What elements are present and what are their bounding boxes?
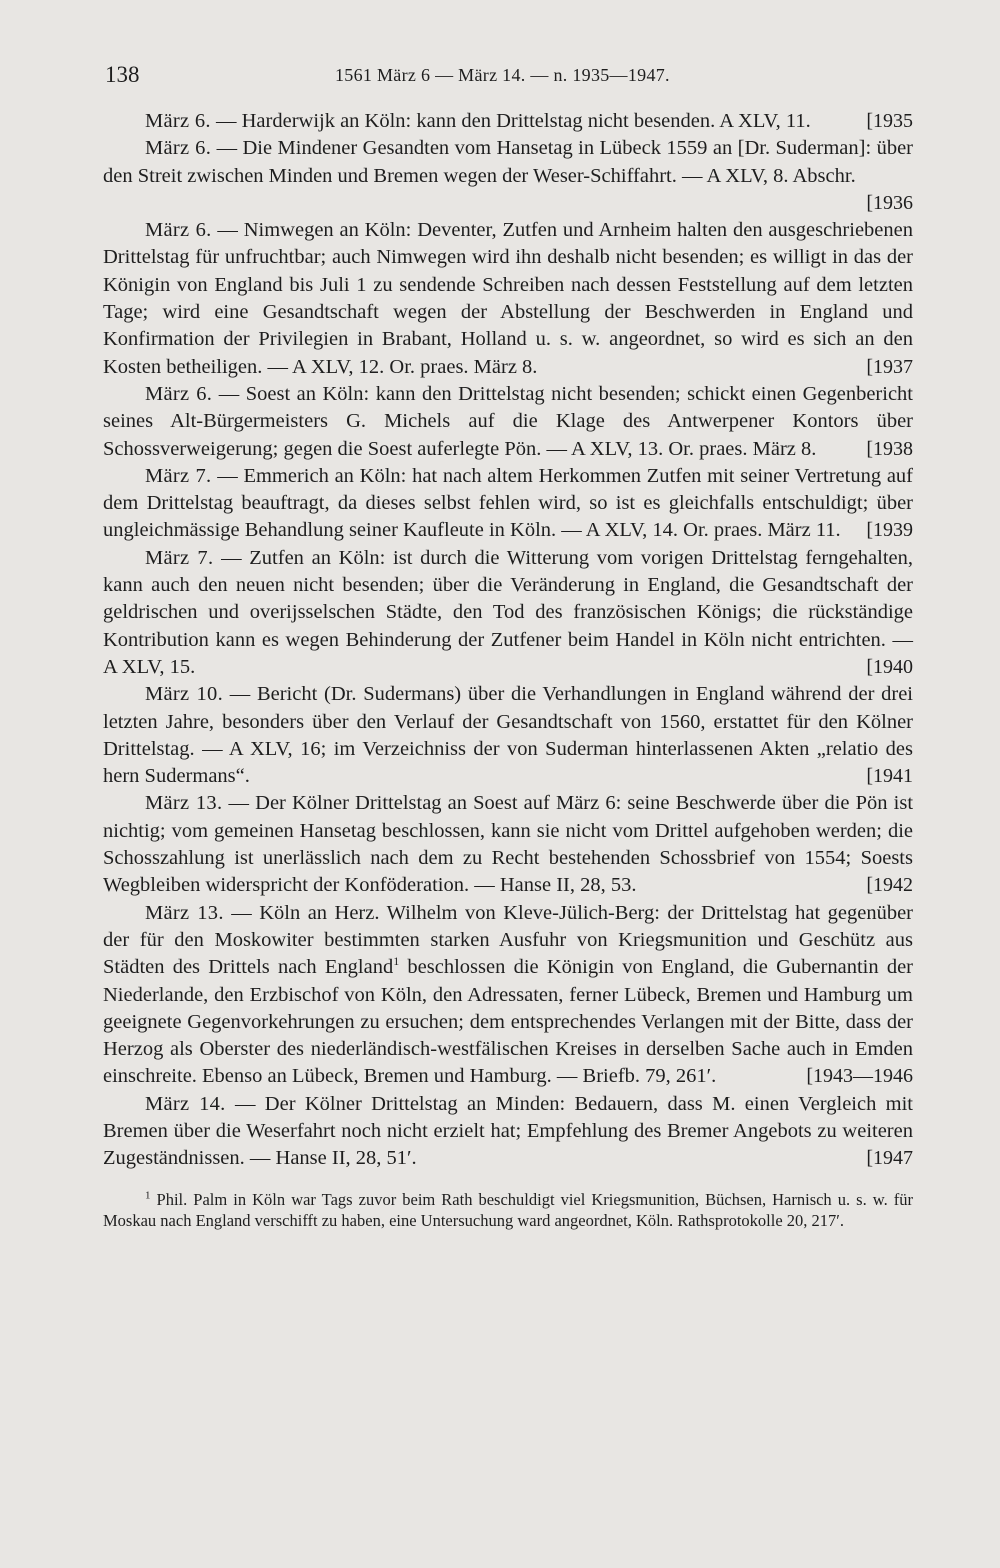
- entry-text: — Köln an Herz. Wilhelm von Kleve-Jülich-Berg: der Drittelstag hat gegenüber der für den Moskowiter bestimmten starken Ausfuhr von Kriegsmunition und Geschütz aus Städten des Drittels nach England: [103, 901, 913, 979]
- entry-1939: [103, 463, 913, 545]
- entry-1947: [103, 1091, 913, 1173]
- entry-number: [1947: [866, 1147, 913, 1170]
- entry-1935: [103, 108, 913, 135]
- entry-number: [1936: [866, 191, 913, 214]
- footnote-body: Phil. Palm in Köln war Tags zuvor beim Rath beschuldigt viel Kriegsmunition, Büchsen, Harnisch u. s. w. für Moskau nach England verschifft zu haben, eine Untersuchung ward angeordnet, Köln. Rathsprotokolle 20, 217′.: [103, 1189, 913, 1231]
- entry-text: — Der Kölner Drittelstag an Minden: Bedauern, dass M. einen Vergleich mit Bremen über die Weserfahrt noch nicht erzielt hat; Empfehlung des Bremer Angebots zu weiteren Zugeständnissen. — Hanse II, 28, 51′.: [103, 1092, 914, 1170]
- entry-text-continued: beschlossen die Königin von England, die Gubernantin der Niederlande, den Erzbischof von Köln, den Adressaten, ferner Lübeck, Bremen und Hamburg um geeignete Gegenvorkehrungen zu ersuchen; dem entsprechendes Verlangen mit der Bitte, dass der Herzog als Oberster des niederländisch-westfälischen Kreises in derselben Sache auch in Emden einschreite. Ebenso an Lübeck, Bremen und Hamburg. — Briefb. 79, 261′.: [103, 956, 913, 1088]
- footnote-mark: 1: [145, 1189, 151, 1202]
- entry-text: — Zutfen an Köln: ist durch die Witterung vom vorigen Drittelstag ferngehalten, kann auch den neuen nicht besenden; über die Veränderung in England, die Gesandtschaft der geldrischen und overijsselschen Städte, den Tod des französischen Königs; die rückständige Kontribution kann es wegen Behinderung der Zutfener beim Handel in Köln nicht entrichten. — A XLV, 15.: [103, 546, 913, 678]
- entry-text: — Emmerich an Köln: hat nach altem Herkommen Zutfen mit seiner Vertretung auf dem Drittelstag beauftragt, da dieses selbst fehlen wird, so ist es gleichfalls entschuldigt; über ungleichmässige Behandlung seiner Kaufleute in Köln. — A XLV, 14. Or. praes. März 11.: [103, 464, 913, 542]
- entry-1938: [103, 381, 913, 463]
- footnote-text: [103, 1189, 913, 1232]
- entry-date: März 14.: [145, 1092, 226, 1115]
- entry-text: — Nimwegen an Köln: Deventer, Zutfen und Arnheim halten den ausgeschriebenen Drittelstag für unfruchtbar; auch Nimwegen wird ihn deshalb nicht besenden; es willigt in das der Königin von England bis Juli 1 zu sendende Schreiben nach dessen Feststellung auf dem letzten Tage; wird eine Gesandtschaft wegen der Abstellung der Beschwerden in England und Konfirmation der Privilegien in Brabant, Holland u. s. w. angeordnet, so wird es sich an den Kosten betheiligen. — A XLV, 12. Or. praes. März 8.: [103, 219, 913, 378]
- entry-1943-1946: [103, 900, 913, 1091]
- entry-date: März 7.: [145, 464, 212, 487]
- entry-1936: [103, 135, 913, 217]
- entry-date: März 6.: [145, 219, 212, 242]
- entry-list: [103, 108, 913, 1173]
- entry-text: — Die Mindener Gesandten vom Hansetag in Lübeck 1559 an [Dr. Suderman]: über den Streit zwischen Minden und Bremen wegen der Weser-Schiffahrt. — A XLV, 8. Abschr.: [103, 137, 913, 187]
- entry-date: März 13.: [145, 792, 223, 815]
- entry-text: — Harderwijk an Köln: kann den Drittelstag nicht besenden. A XLV, 11.: [210, 110, 811, 132]
- entry-number: [1942: [866, 874, 913, 897]
- entry-number: [1937: [866, 355, 913, 378]
- entry-date: März 7.: [145, 546, 214, 569]
- entry-date: März 6.: [145, 382, 213, 405]
- entry-text: — Soest an Köln: kann den Drittelstag nicht besenden; schickt einen Gegenbericht seines Alt-Bürgermeisters G. Michels auf die Klage des Antwerpener Kontors über Schossverweigerung; gegen die Soest auferlegte Pön. — A XLV, 13. Or. praes. März 8.: [103, 382, 913, 460]
- entry-date: März 6.: [145, 137, 212, 160]
- running-head: 1561 März 6 — März 14. — n. 1935—1947.: [335, 65, 670, 85]
- text-block: [103, 62, 913, 1232]
- entry-number: [1941: [866, 765, 913, 788]
- entry-date: März 13.: [145, 901, 224, 924]
- footnote-reference: 1: [393, 954, 400, 969]
- entry-number: [1938: [866, 437, 913, 460]
- entry-date: März 10.: [145, 683, 224, 706]
- entry-1940: [103, 545, 913, 681]
- entry-1937: [103, 217, 913, 381]
- page-header: [103, 62, 913, 102]
- entry-text: — Bericht (Dr. Sudermans) über die Verhandlungen in England während der drei letzten Jahre, besonders über den Verlauf der Gesandtschaft von 1560, erstattet für den Kölner Drittelstag. — A XLV, 16; im Verzeichniss der von Suderman hinterlassenen Akten „relatio des hern Sudermans“.: [103, 683, 914, 788]
- entry-1941: [103, 681, 913, 790]
- footnote: [103, 1189, 913, 1232]
- entry-number: [1940: [866, 655, 913, 678]
- page-number: 138: [105, 62, 140, 87]
- entry-1942: [103, 790, 913, 899]
- entry-number: [1943—1946: [806, 1065, 913, 1088]
- entry-number: [1935: [866, 110, 913, 132]
- entry-date: März 6.: [145, 110, 211, 132]
- entry-text: — Der Kölner Drittelstag an Soest auf März 6: seine Beschwerde über die Pön ist nichtig; vom gemeinen Hansetag beschlossen, kann sie nicht vom Drittel aufgehoben werden; die Schosszahlung ist unerlässlich nach dem zu Recht bestehenden Schossbrief von 1554; Soests Wegbleiben widerspricht der Konföderation. — Hanse II, 28, 53.: [103, 792, 914, 897]
- entry-number: [1939: [866, 519, 913, 542]
